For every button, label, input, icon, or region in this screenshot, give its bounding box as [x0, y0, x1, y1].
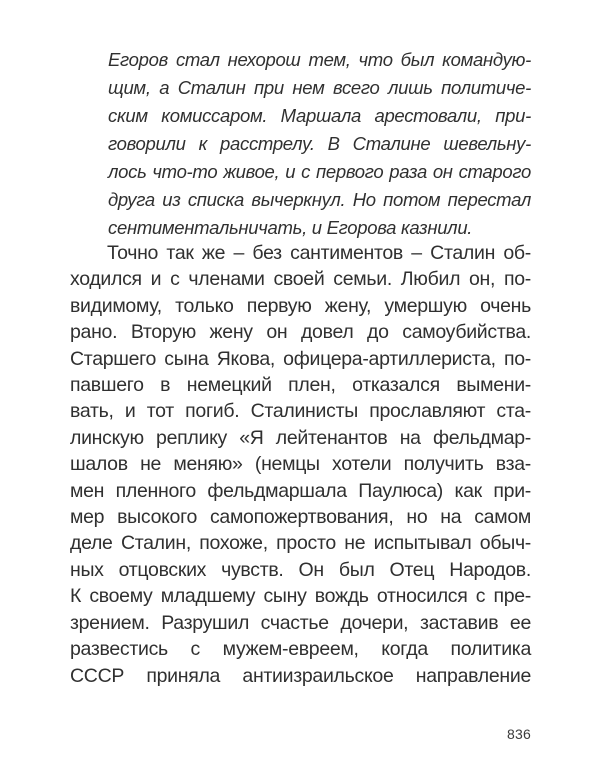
quote-line: друга из списка вычеркнул. Но потом перестал	[108, 189, 531, 210]
body-line: видимому, только первую жену, умершую очень	[70, 294, 531, 317]
body-line: деле Сталин, похоже, просто не испытывал обыч-	[70, 532, 531, 555]
body-line: СССР приняла антиизраильское направление	[70, 664, 531, 687]
quote-line: сентиментальничать, и Егорова казнили.	[108, 217, 473, 238]
quote-line: говорили к расстрелу. В Сталине шевельну-	[108, 133, 531, 154]
page-content	[70, 46, 531, 689]
body-line: ходился и с членами своей семьи. Любил он, по-	[70, 268, 531, 291]
quote-line: щим, а Сталин при нем всего лишь политиче-	[108, 77, 531, 98]
page-number: 836	[507, 726, 531, 742]
quote-line: Егоров стал нехорош тем, что был командую-	[108, 49, 531, 70]
body-line: мер высокого самопожертвования, но на самом	[70, 506, 531, 529]
body-line: К своему младшему сыну вождь относился с пре-	[70, 585, 531, 608]
body-line: рано. Вторую жену он довел до самоубийства.	[70, 321, 531, 344]
body-line: вать, и тот погиб. Сталинисты прославляют ста-	[70, 400, 531, 423]
quote-line: лось что-то живое, и с первого раза он старого	[108, 161, 531, 182]
body-line: шалов не меняю» (немцы хотели получить вза-	[70, 453, 531, 476]
body-paragraph	[70, 240, 531, 689]
body-line: мен пленного фельдмаршала Паулюса) как при-	[70, 479, 531, 502]
body-line: ных отцовских чувств. Он был Отец Народов.	[70, 558, 531, 581]
quote-block	[108, 46, 531, 242]
body-line: зрением. Разрушил счастье дочери, заставив ее	[70, 611, 531, 634]
body-line: Точно так же – без сантиментов – Сталин об-	[107, 242, 531, 264]
quote-line: ским комиссаром. Маршала арестовали, при-	[108, 105, 531, 126]
body-line: Старшего сына Якова, офицера-артиллериста, по-	[70, 347, 531, 370]
body-line: павшего в немецкий плен, отказался вымени-	[70, 374, 531, 397]
body-line: линскую реплику «Я лейтенантов на фельдмар-	[70, 426, 531, 449]
body-line: развестись с мужем-евреем, когда политика	[70, 638, 531, 661]
